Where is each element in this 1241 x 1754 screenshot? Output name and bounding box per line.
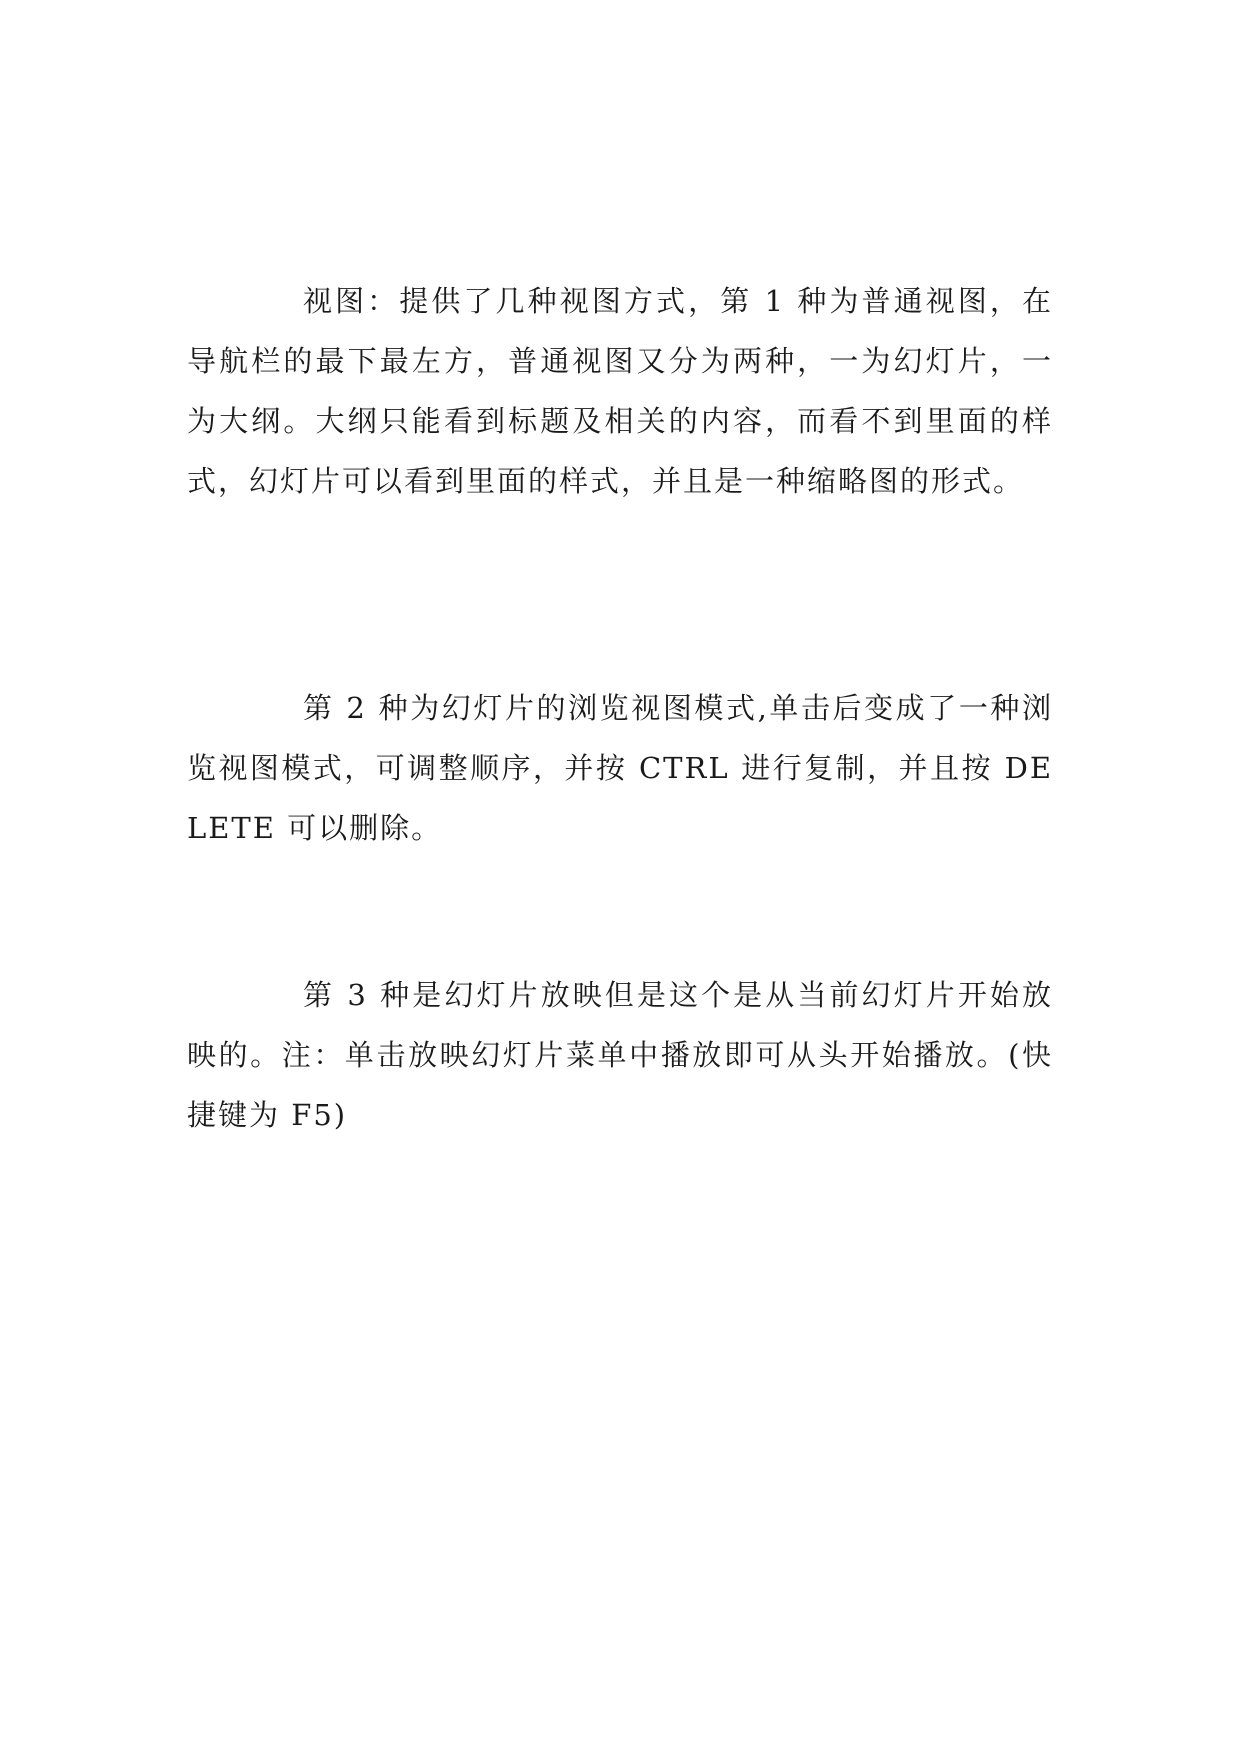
paragraph-normal-view: 视图：提供了几种视图方式，第 1 种为普通视图，在导航栏的最下最左方，普通视图又分为两种，一为幻灯片，一为大纲。大纲只能看到标题及相关的内容，而看不到里面的样式，幻灯片可以看到里面的样式，并且是一种缩略图的形式。 xyxy=(187,284,1053,498)
paragraph-slideshow-view: 第 3 种是幻灯片放映但是这个是从当前幻灯片开始放映的。注：单击放映幻灯片菜单中播放即可从头开始播放。(快捷键为 F5) xyxy=(187,978,1053,1132)
paragraph-slide-sorter-view: 第 2 种为幻灯片的浏览视图模式,单击后变成了一种浏览视图模式，可调整顺序，并按 CTRL 进行复制，并且按 DELETE 可以删除。 xyxy=(187,691,1053,845)
